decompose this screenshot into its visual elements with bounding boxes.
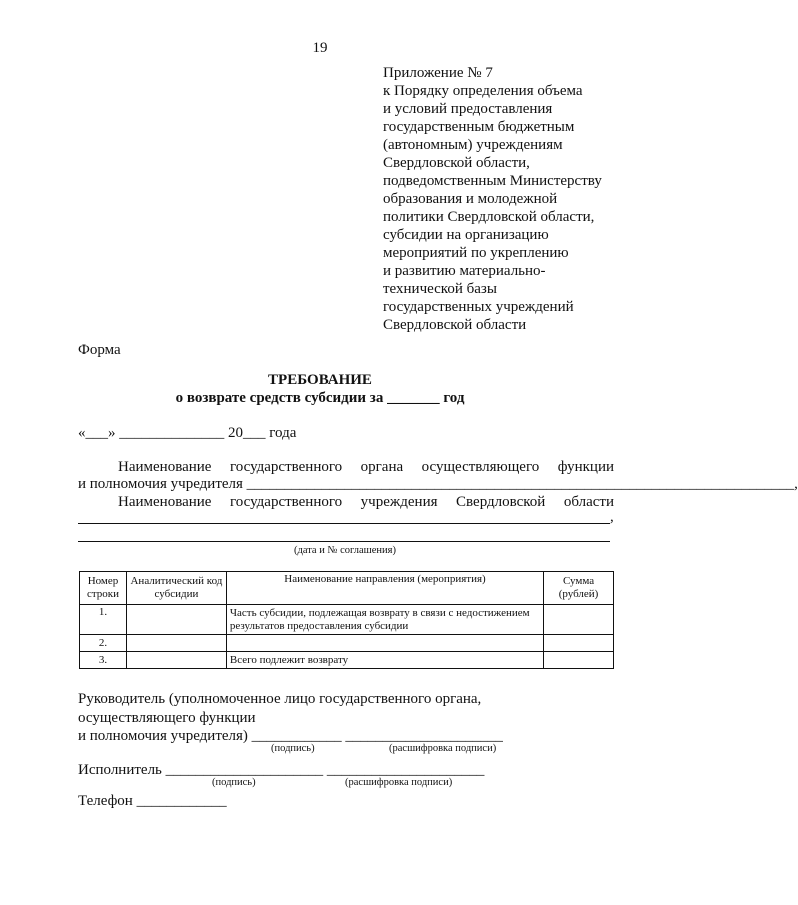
- appendix-line: (автономным) учреждениям: [383, 137, 563, 153]
- cell-row-number: 3.: [80, 652, 127, 669]
- appendix-line: образования и молодежной: [383, 191, 558, 207]
- executor-decode-caption: (расшифровка подписи): [345, 777, 453, 788]
- document-subtitle: о возврате средств субсидии за _______ год: [175, 390, 465, 406]
- agreement-blank-line: [78, 541, 610, 542]
- phone-line: Телефон ____________: [78, 793, 227, 809]
- form-label: Форма: [78, 342, 121, 358]
- appendix-line: подведомственным Министерству: [383, 173, 602, 189]
- header-row-number: Номер строки: [80, 572, 127, 605]
- institution-comma: ,: [610, 509, 614, 525]
- cell-direction: Всего подлежит возврату: [226, 652, 543, 669]
- head-signature-line1: Руководитель (уполномоченное лицо государственного органа,: [78, 691, 482, 707]
- cell-amount: [544, 652, 614, 669]
- founder-label-line2: и полномочия учредителя _________________________________________________________________________,: [78, 476, 798, 492]
- appendix-line: технической базы: [383, 281, 497, 297]
- cell-analytic-code: [126, 652, 226, 669]
- cell-analytic-code: [126, 635, 226, 652]
- head-decode-caption: (расшифровка подписи): [389, 743, 497, 754]
- appendix-line: государственным бюджетным: [383, 119, 575, 135]
- appendix-line: субсидии на организацию: [383, 227, 549, 243]
- institution-blank-line: [78, 523, 610, 524]
- founder-label-line1: Наименование государственного органа осуществляющего функции: [118, 459, 614, 475]
- appendix-line: Свердловской области,: [383, 155, 530, 171]
- refund-table: [79, 571, 614, 669]
- head-sign-caption: (подпись): [271, 743, 315, 754]
- head-signature-line3: и полномочия учредителя) ____________ _____________________: [78, 728, 503, 744]
- date-line: «___» ______________ 20___ года: [78, 425, 297, 441]
- header-analytic-code: Аналитический код субсидии: [126, 572, 226, 605]
- head-signature-line2: осуществляющего функции: [78, 710, 256, 726]
- header-direction: Наименование направления (мероприятия): [226, 572, 543, 605]
- appendix-line: и условий предоставления: [383, 101, 553, 117]
- table-row: [80, 652, 614, 669]
- header-amount: Сумма (рублей): [544, 572, 614, 605]
- table-row: [80, 635, 614, 652]
- appendix-line: Свердловской области: [383, 317, 527, 333]
- executor-sign-caption: (подпись): [212, 777, 256, 788]
- appendix-line: Приложение № 7: [383, 65, 493, 81]
- appendix-line: к Порядку определения объема: [383, 83, 583, 99]
- cell-direction: Часть субсидии, подлежащая возврату в связи с недостижением результатов предоставления субсидии: [226, 605, 543, 635]
- table-header-row: [80, 572, 614, 605]
- appendix-line: государственных учреждений: [383, 299, 574, 315]
- cell-amount: [544, 605, 614, 635]
- agreement-caption: (дата и № соглашения): [293, 545, 396, 556]
- document-title: ТРЕБОВАНИЕ: [268, 372, 372, 388]
- cell-amount: [544, 635, 614, 652]
- appendix-line: мероприятий по укреплению: [383, 245, 569, 261]
- appendix-line: политики Свердловской области,: [383, 209, 595, 225]
- institution-label: Наименование государственного учреждения Свердловской области: [118, 494, 614, 510]
- cell-direction: [226, 635, 543, 652]
- table-row: [80, 605, 614, 635]
- cell-row-number: 2.: [80, 635, 127, 652]
- appendix-line: и развитию материально-: [383, 263, 546, 279]
- page-number: 19: [312, 40, 328, 56]
- cell-analytic-code: [126, 605, 226, 635]
- appendix-block: [383, 64, 628, 334]
- cell-row-number: 1.: [80, 605, 127, 635]
- executor-line: Исполнитель _____________________ _____________________: [78, 762, 485, 778]
